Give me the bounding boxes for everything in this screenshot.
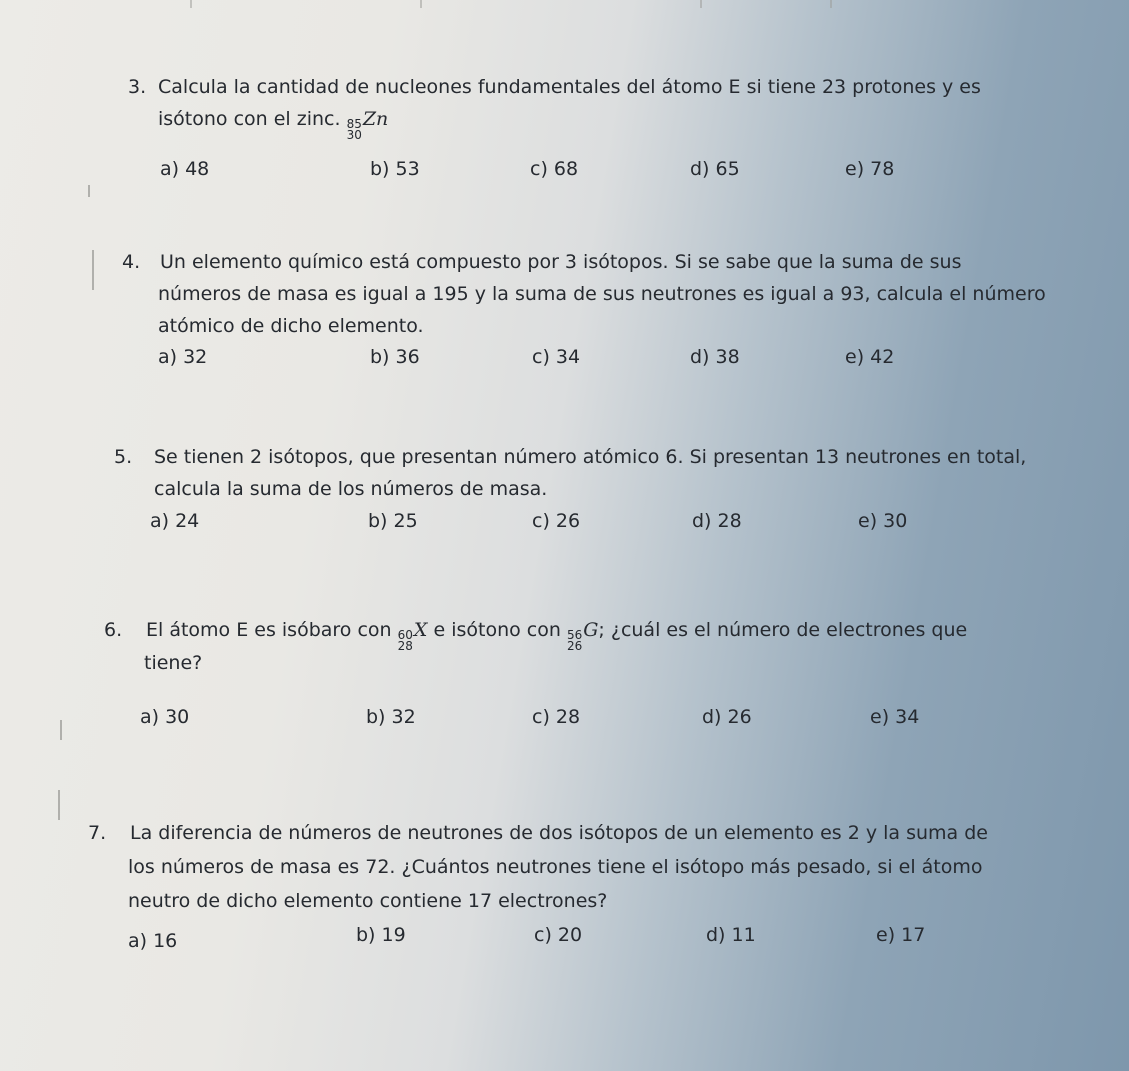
- option-d[interactable]: d) 65: [690, 158, 740, 180]
- option-c[interactable]: c) 26: [532, 510, 581, 532]
- option-d[interactable]: d) 11: [706, 924, 756, 946]
- question-text-line: neutro de dicho elemento contiene 17 electrones?: [128, 890, 608, 912]
- option-a[interactable]: a) 32: [158, 346, 208, 368]
- option-a[interactable]: a) 16: [128, 930, 178, 952]
- question-text-line: atómico de dicho elemento.: [158, 315, 424, 337]
- option-a[interactable]: a) 30: [140, 706, 190, 728]
- margin-mark: [60, 720, 62, 740]
- margin-mark: [92, 250, 94, 290]
- question-text: ; ¿cuál es el número de electrones que: [598, 619, 968, 641]
- option-e[interactable]: e) 42: [845, 346, 895, 368]
- question-text-line: Calcula la cantidad de nucleones fundamentales del átomo E si tiene 23 protones y es: [158, 76, 981, 98]
- option-b[interactable]: b) 36: [370, 346, 420, 368]
- question-text-line: los números de masa es 72. ¿Cuántos neutrones tiene el isótopo más pesado, si el átomo: [128, 856, 983, 878]
- option-d[interactable]: d) 26: [702, 706, 752, 728]
- option-b[interactable]: b) 53: [370, 158, 420, 180]
- option-a[interactable]: a) 24: [150, 510, 200, 532]
- option-e[interactable]: e) 30: [858, 510, 908, 532]
- option-e[interactable]: e) 78: [845, 158, 895, 180]
- option-c[interactable]: c) 28: [532, 706, 581, 728]
- question-number: 7.: [88, 822, 107, 844]
- g-nuclide-symbol: 56 26 G: [566, 619, 599, 653]
- option-b[interactable]: b) 25: [368, 510, 418, 532]
- question-text: isótono con el zinc.: [158, 108, 341, 130]
- x-nuclide-symbol: 60 28 X: [397, 619, 428, 653]
- question-number: 4.: [122, 251, 141, 273]
- option-a[interactable]: a) 48: [160, 158, 210, 180]
- margin-mark: [58, 790, 60, 820]
- question-text-line: números de masa es igual a 195 y la suma de sus neutrones es igual a 93, calcula el número: [158, 283, 1046, 305]
- margin-mark: [88, 185, 90, 197]
- question-text-line: [158, 108, 388, 141]
- question-number: 3.: [128, 76, 147, 98]
- zinc-nuclide-symbol: 85 30 Zn: [346, 108, 389, 142]
- top-edge-marks: [0, 0, 1129, 10]
- question-text-line: Un elemento químico está compuesto por 3 isótopos. Si se sabe que la suma de sus: [160, 251, 962, 273]
- question-text: El átomo E es isóbaro con: [146, 619, 392, 641]
- question-text-line: calcula la suma de los números de masa.: [154, 478, 548, 500]
- question-text-line: Se tienen 2 isótopos, que presentan número atómico 6. Si presentan 13 neutrones en total,: [154, 446, 1027, 468]
- option-c[interactable]: c) 68: [530, 158, 579, 180]
- option-d[interactable]: d) 28: [692, 510, 742, 532]
- question-text-line: La diferencia de números de neutrones de dos isótopos de un elemento es 2 y la suma de: [130, 822, 988, 844]
- option-e[interactable]: e) 17: [876, 924, 926, 946]
- question-text-line: tiene?: [144, 652, 203, 674]
- question-text: e isótono con: [433, 619, 561, 641]
- option-e[interactable]: e) 34: [870, 706, 920, 728]
- question-number: 6.: [104, 619, 123, 641]
- option-c[interactable]: c) 34: [532, 346, 581, 368]
- option-d[interactable]: d) 38: [690, 346, 740, 368]
- question-text-line: [146, 619, 967, 652]
- option-b[interactable]: b) 19: [356, 924, 406, 946]
- option-c[interactable]: c) 20: [534, 924, 583, 946]
- option-b[interactable]: b) 32: [366, 706, 416, 728]
- question-number: 5.: [114, 446, 133, 468]
